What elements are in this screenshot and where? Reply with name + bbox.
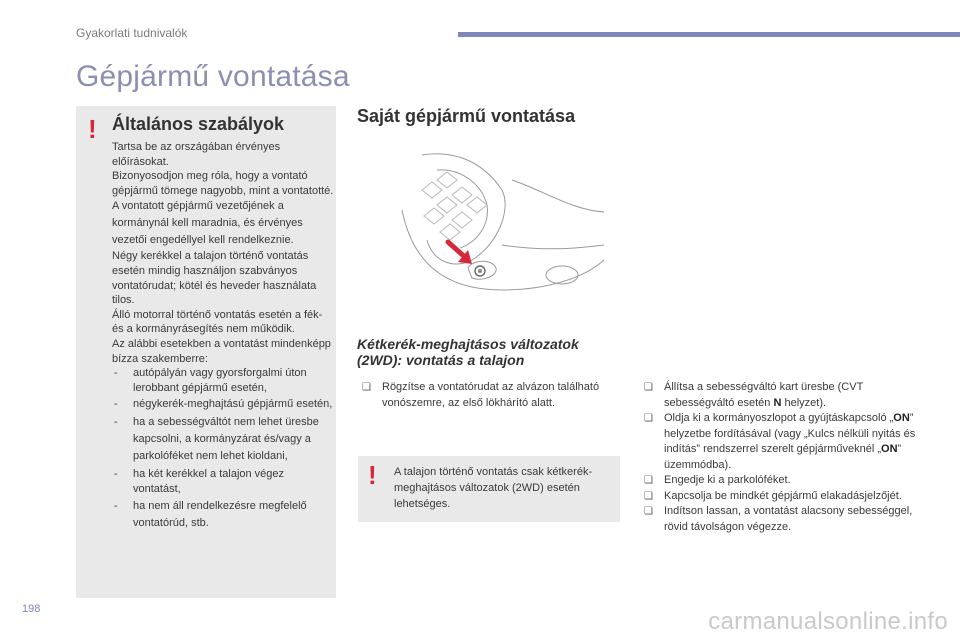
step-text-bold: ON [893, 412, 910, 424]
step-text: Kapcsolja be mindkét gépjármű elakadásjelzőjét. [664, 489, 902, 502]
step-text: Állítsa a sebességváltó kart üresbe (CVT sebességváltó esetén [664, 381, 864, 409]
rule-paragraph: Bizonyosodjon meg róla, hogy a vontató gépjármű tömege nagyobb, mint a vontatotté. [112, 170, 334, 197]
checkbox-bullet-icon: ❏ [644, 382, 653, 393]
list-item [362, 380, 612, 411]
list-item [644, 504, 916, 535]
specialist-cases-list [112, 366, 334, 532]
checkbox-bullet-icon: ❏ [644, 490, 653, 502]
rule-paragraph: Tartsa be az országában érvényes előírásokat. [112, 141, 281, 168]
list-item [644, 411, 916, 473]
two-wheel-drive-subheading: Kétkerék-meghajtásos változatok (2WD): vontatás a talajon [357, 336, 579, 368]
running-header: Gyakorlati tudnivalók [76, 26, 188, 40]
warning-icon: ! [88, 114, 97, 144]
checkbox-bullet-icon: ❏ [644, 506, 653, 517]
step-text: Oldja ki a kormányoszlopot a gyújtáskapcsoló „ [664, 412, 894, 424]
step-text-bold: ON [881, 443, 898, 455]
step-text: Engedje ki a parkolóféket. [664, 474, 791, 486]
step-text: helyzet). [781, 396, 827, 409]
watermark: carmanualsonline.info [708, 608, 948, 635]
towing-steps-list [644, 380, 916, 535]
checkbox-bullet-icon: ❏ [362, 382, 371, 393]
rule-paragraph: Négy kerékkel a talajon történő vontatás esetén mindig használjon szabványos vontatórudat; kötél és heveder használata tilos. [112, 250, 317, 307]
page-title: Gépjármű vontatása [76, 60, 350, 93]
general-rules-heading: Általános szabályok [112, 114, 285, 134]
attach-steps-list [362, 380, 612, 411]
list-item: - ha a sebességváltót nem lehet üresbe kapcsolni, a kormányzárat és/vagy a parkolóféket nem lehet kioldani, [112, 414, 334, 465]
list-item: - négykerék-meghajtású gépjármű esetén, [112, 397, 334, 412]
rule-paragraph: Álló motorral történő vontatás esetén a fék- és a kormányrásegítés nem működik. [112, 308, 323, 336]
step-text-bold: N [773, 396, 782, 409]
step-text: Rögzítse a vontatórudat az alvázon található vonószemre, az első lökhárító alatt. [382, 381, 600, 409]
list-item: - autópályán vagy gyorsforgalmi úton lerobbant gépjármű esetén, [112, 366, 334, 395]
rule-paragraph: Az alábbi esetekben a vontatást mindenképp bízza szakemberre: [112, 337, 331, 365]
header-accent-bar [458, 32, 960, 37]
step-text: ” üzemmódba). [664, 443, 902, 471]
step-text: ” helyzetbe fordításával (vagy „Kulcs nélküli nyitás és indítás” rendszerrel szerelt gépjárműveknél „ [664, 412, 916, 455]
list-item: - ha két kerékkel a talajon végez vontatást, [112, 467, 334, 496]
step-text: Indítson lassan, a vontatást alacsony sebességgel, rövid távolságon végezze. [664, 505, 913, 533]
note-text: A talajon történő vontatás csak kétkerék-meghajtásos változatok (2WD) esetén lehetséges. [394, 466, 593, 510]
page-number: 198 [22, 603, 41, 615]
front-bumper-tow-eye-illustration [392, 150, 610, 320]
general-rules-box [76, 106, 336, 598]
checkbox-bullet-icon: ❏ [644, 413, 653, 424]
list-item: - ha nem áll rendelkezésre megfelelő vontatórúd, stb. [112, 498, 334, 532]
own-vehicle-heading: Saját gépjármű vontatása [357, 106, 576, 126]
checkbox-bullet-icon: ❏ [644, 475, 653, 486]
warning-icon: ! [368, 460, 377, 490]
general-rules-body [112, 140, 334, 534]
list-item [644, 489, 916, 505]
list-item [644, 380, 916, 411]
rule-paragraph: A vontatott gépjármű vezetőjének a kormánynál kell maradnia, és érvényes vezetői engedéllyel kell rendelkeznie. [112, 200, 303, 247]
list-item [644, 473, 916, 489]
2wd-note-box [358, 456, 620, 522]
